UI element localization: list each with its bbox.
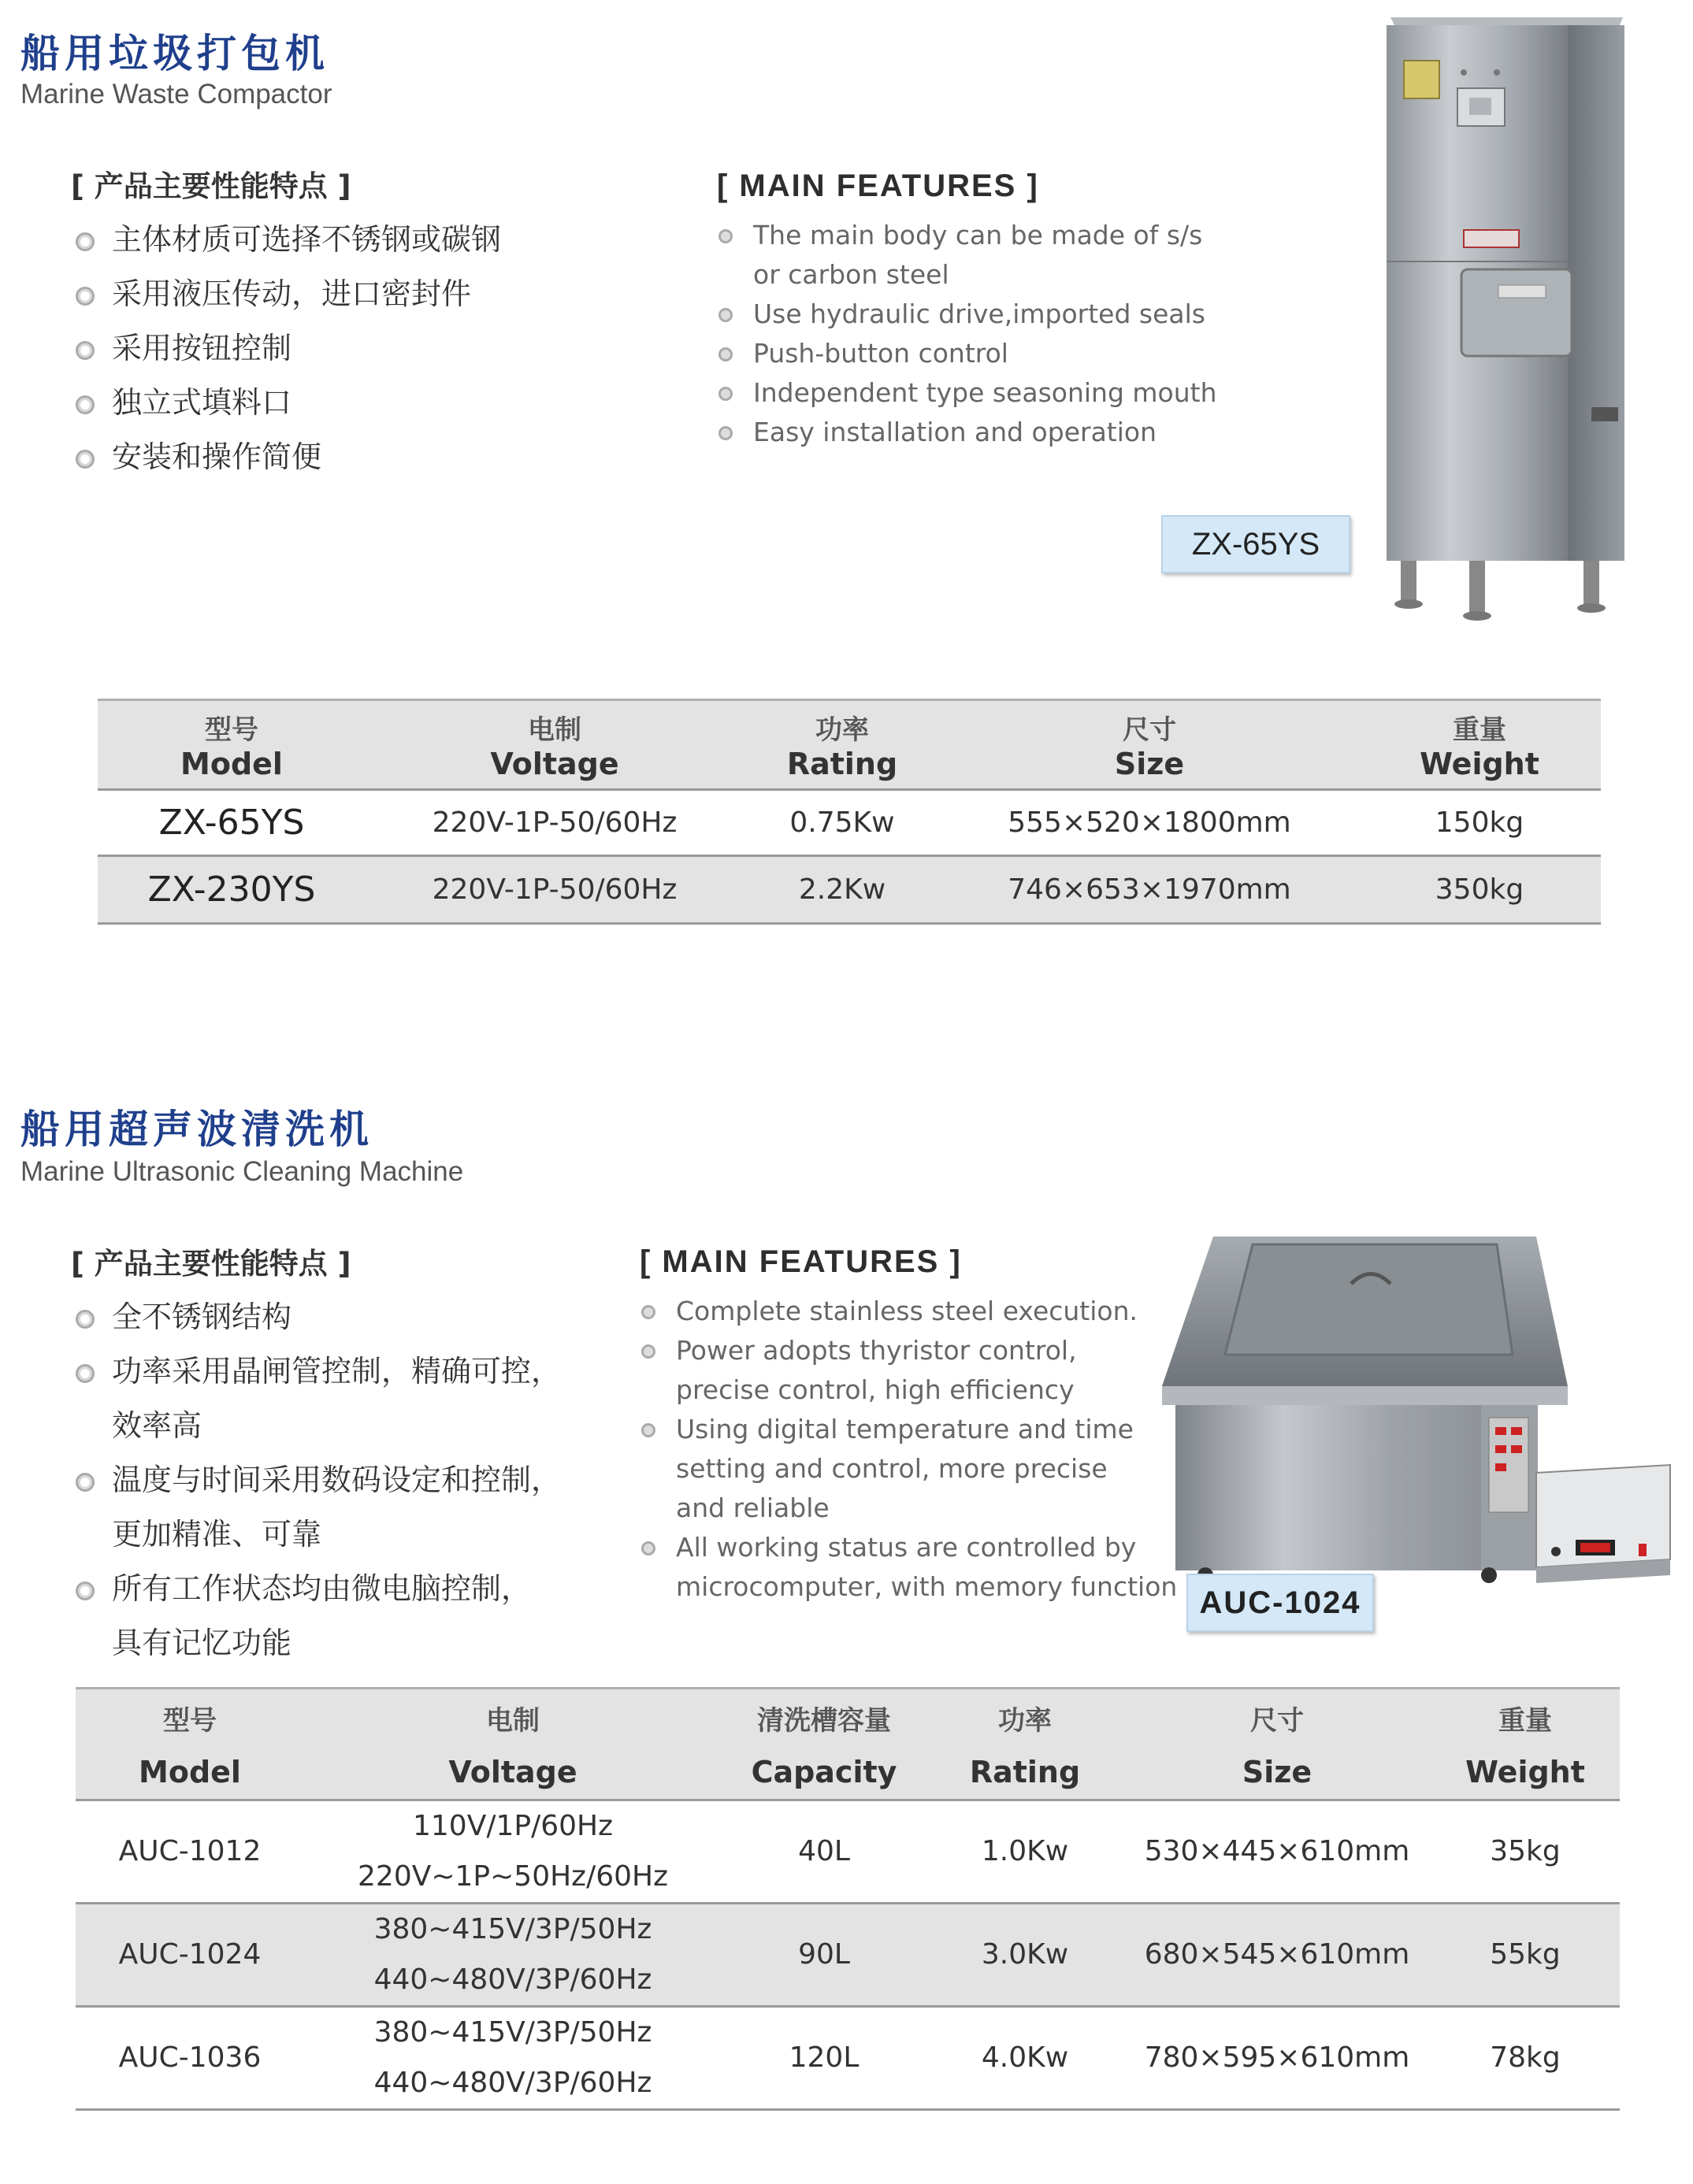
feature-en-item: Complete stainless steel execution.	[641, 1292, 1177, 1331]
col-header-size: 尺寸 Size	[1114, 714, 1185, 781]
voltage-line: 380~415V/3P/50Hz	[373, 1912, 652, 1945]
bullet-icon	[76, 1364, 95, 1383]
cell-weight: 150kg	[1435, 806, 1524, 839]
feature-cn-item: 温度与时间采用数码设定和控制， 更加精准、可靠	[74, 1453, 561, 1562]
section1-title-en: Marine Waste Compactor	[20, 79, 332, 109]
ultrasonic-cleaner-image	[1158, 1229, 1678, 1607]
cell-capacity: 90L	[798, 1938, 850, 1971]
waste-compactor-image	[1371, 9, 1639, 624]
bullet-icon	[76, 1473, 95, 1492]
cell-rating: 1.0Kw	[981, 1835, 1069, 1867]
cell-model: ZX-65YS	[158, 802, 305, 843]
feature-cn-item: 安装和操作简便	[74, 430, 501, 484]
model-badge: AUC-1024	[1186, 1574, 1374, 1632]
table-header-row	[98, 701, 1601, 789]
cell-capacity: 120L	[789, 2041, 859, 2074]
cell-size: 530×445×610mm	[1144, 1835, 1410, 1867]
feature-cn-item: 所有工作状态均由微电脑控制， 具有记忆功能	[74, 1562, 561, 1670]
bullet-icon	[76, 1581, 95, 1600]
section2-title-en: Marine Ultrasonic Cleaning Machine	[20, 1156, 464, 1187]
cell-model: AUC-1036	[118, 2041, 262, 2074]
cell-rating: 2.2Kw	[798, 873, 886, 906]
cell-voltage	[304, 2006, 722, 2109]
bullet-icon	[76, 232, 95, 251]
feature-en-item: Easy installation and operation	[718, 413, 1217, 452]
feature-en-item: Use hydraulic drive,imported seals	[718, 295, 1217, 334]
feature-en-item: Using digital temperature and time setting and control, more precise and reliable	[641, 1410, 1177, 1528]
feature-cn-item: 采用液压传动，进口密封件	[74, 267, 501, 321]
cell-voltage: 220V-1P-50/60Hz	[432, 806, 678, 839]
bullet-icon	[718, 347, 733, 362]
spec-table-1	[98, 701, 1601, 925]
cell-rating: 3.0Kw	[981, 1938, 1069, 1971]
bullet-icon	[718, 426, 733, 440]
section2-features-cn-heading: [ 产品主要性能特点 ]	[71, 1247, 351, 1281]
spec-table-2	[76, 1689, 1620, 2111]
bullet-icon	[718, 387, 733, 401]
feature-en-item: The main body can be made of s/s or carbon steel	[718, 216, 1217, 295]
col-header-capacity: 清洗槽容量 Capacity	[751, 1704, 897, 1789]
feature-cn-item: 主体材质可选择不锈钢或碳钢	[74, 213, 501, 267]
section2-features-en-list	[641, 1292, 1177, 1607]
cell-size: 680×545×610mm	[1144, 1938, 1410, 1971]
section1-features-en-list	[718, 216, 1217, 452]
col-header-voltage: 电制 Voltage	[490, 714, 619, 781]
cell-weight: 350kg	[1435, 873, 1524, 906]
cell-size: 780×595×610mm	[1144, 2041, 1410, 2074]
col-header-voltage: 电制 Voltage	[448, 1704, 577, 1789]
bullet-icon	[76, 450, 95, 469]
bullet-icon	[641, 1541, 655, 1555]
feature-en-item: Push-button control	[718, 334, 1217, 373]
cell-rating: 0.75Kw	[789, 806, 895, 839]
bullet-icon	[718, 229, 733, 243]
voltage-line: 380~415V/3P/50Hz	[373, 2015, 652, 2049]
cell-weight: 78kg	[1490, 2041, 1561, 2074]
bullet-icon	[76, 395, 95, 414]
section2-title-cn: 船用超声波清洗机	[20, 1107, 373, 1152]
cell-model: AUC-1024	[118, 1938, 262, 1971]
feature-en-item: Power adopts thyristor control, precise control, high efficiency	[641, 1331, 1177, 1410]
model-badge: ZX-65YS	[1161, 515, 1350, 573]
section1-title-cn: 船用垃圾打包机	[20, 31, 329, 76]
feature-en-item: All working status are controlled by microcomputer, with memory function	[641, 1528, 1177, 1607]
cell-voltage	[304, 1903, 722, 2006]
bullet-icon	[641, 1344, 655, 1359]
section2-features-cn-list	[74, 1290, 561, 1670]
voltage-line: 220V~1P~50Hz/60Hz	[358, 1860, 668, 1893]
table-row	[76, 1800, 1620, 1903]
cell-weight: 55kg	[1490, 1938, 1561, 1971]
cell-size: 746×653×1970mm	[1008, 873, 1291, 906]
bullet-icon	[718, 308, 733, 322]
feature-cn-item: 独立式填料口	[74, 376, 501, 430]
voltage-line: 440~480V/3P/60Hz	[373, 2066, 652, 2099]
bullet-icon	[76, 287, 95, 306]
cell-model: ZX-230YS	[147, 869, 316, 910]
voltage-line: 110V/1P/60Hz	[413, 1809, 613, 1842]
bullet-icon	[641, 1305, 655, 1319]
cell-model: AUC-1012	[118, 1835, 262, 1867]
cell-voltage	[304, 1800, 722, 1903]
col-header-weight: 重量 Weight	[1465, 1704, 1585, 1789]
section1-features-en-heading: [ MAIN FEATURES ]	[717, 169, 1039, 203]
cell-rating: 4.0Kw	[981, 2041, 1069, 2074]
section2-features-en-heading: [ MAIN FEATURES ]	[640, 1244, 962, 1279]
feature-cn-item: 全不锈钢结构	[74, 1290, 561, 1344]
col-header-rating: 功率 Rating	[786, 714, 898, 781]
table-header-row	[76, 1689, 1620, 1800]
bullet-icon	[641, 1423, 655, 1437]
voltage-line: 440~480V/3P/60Hz	[373, 1963, 652, 1996]
bullet-icon	[76, 341, 95, 360]
feature-en-item: Independent type seasoning mouth	[718, 373, 1217, 413]
table-row	[76, 1903, 1620, 2006]
cell-size: 555×520×1800mm	[1008, 806, 1291, 839]
table-row	[98, 855, 1601, 923]
feature-cn-item: 采用按钮控制	[74, 321, 501, 376]
cell-weight: 35kg	[1490, 1835, 1561, 1867]
cell-voltage: 220V-1P-50/60Hz	[432, 873, 678, 906]
table-row	[98, 789, 1601, 855]
col-header-weight: 重量 Weight	[1420, 714, 1539, 781]
cell-capacity: 40L	[798, 1835, 850, 1867]
col-header-rating: 功率 Rating	[969, 1704, 1081, 1789]
feature-cn-item: 功率采用晶闸管控制，精确可控， 效率高	[74, 1344, 561, 1453]
section1-features-cn-list	[74, 213, 501, 484]
col-header-size: 尺寸 Size	[1242, 1704, 1312, 1789]
section1-features-cn-heading: [ 产品主要性能特点 ]	[71, 169, 351, 203]
col-header-model: 型号 Model	[139, 1704, 241, 1789]
table-row	[76, 2006, 1620, 2109]
bullet-icon	[76, 1310, 95, 1329]
col-header-model: 型号 Model	[180, 714, 283, 781]
